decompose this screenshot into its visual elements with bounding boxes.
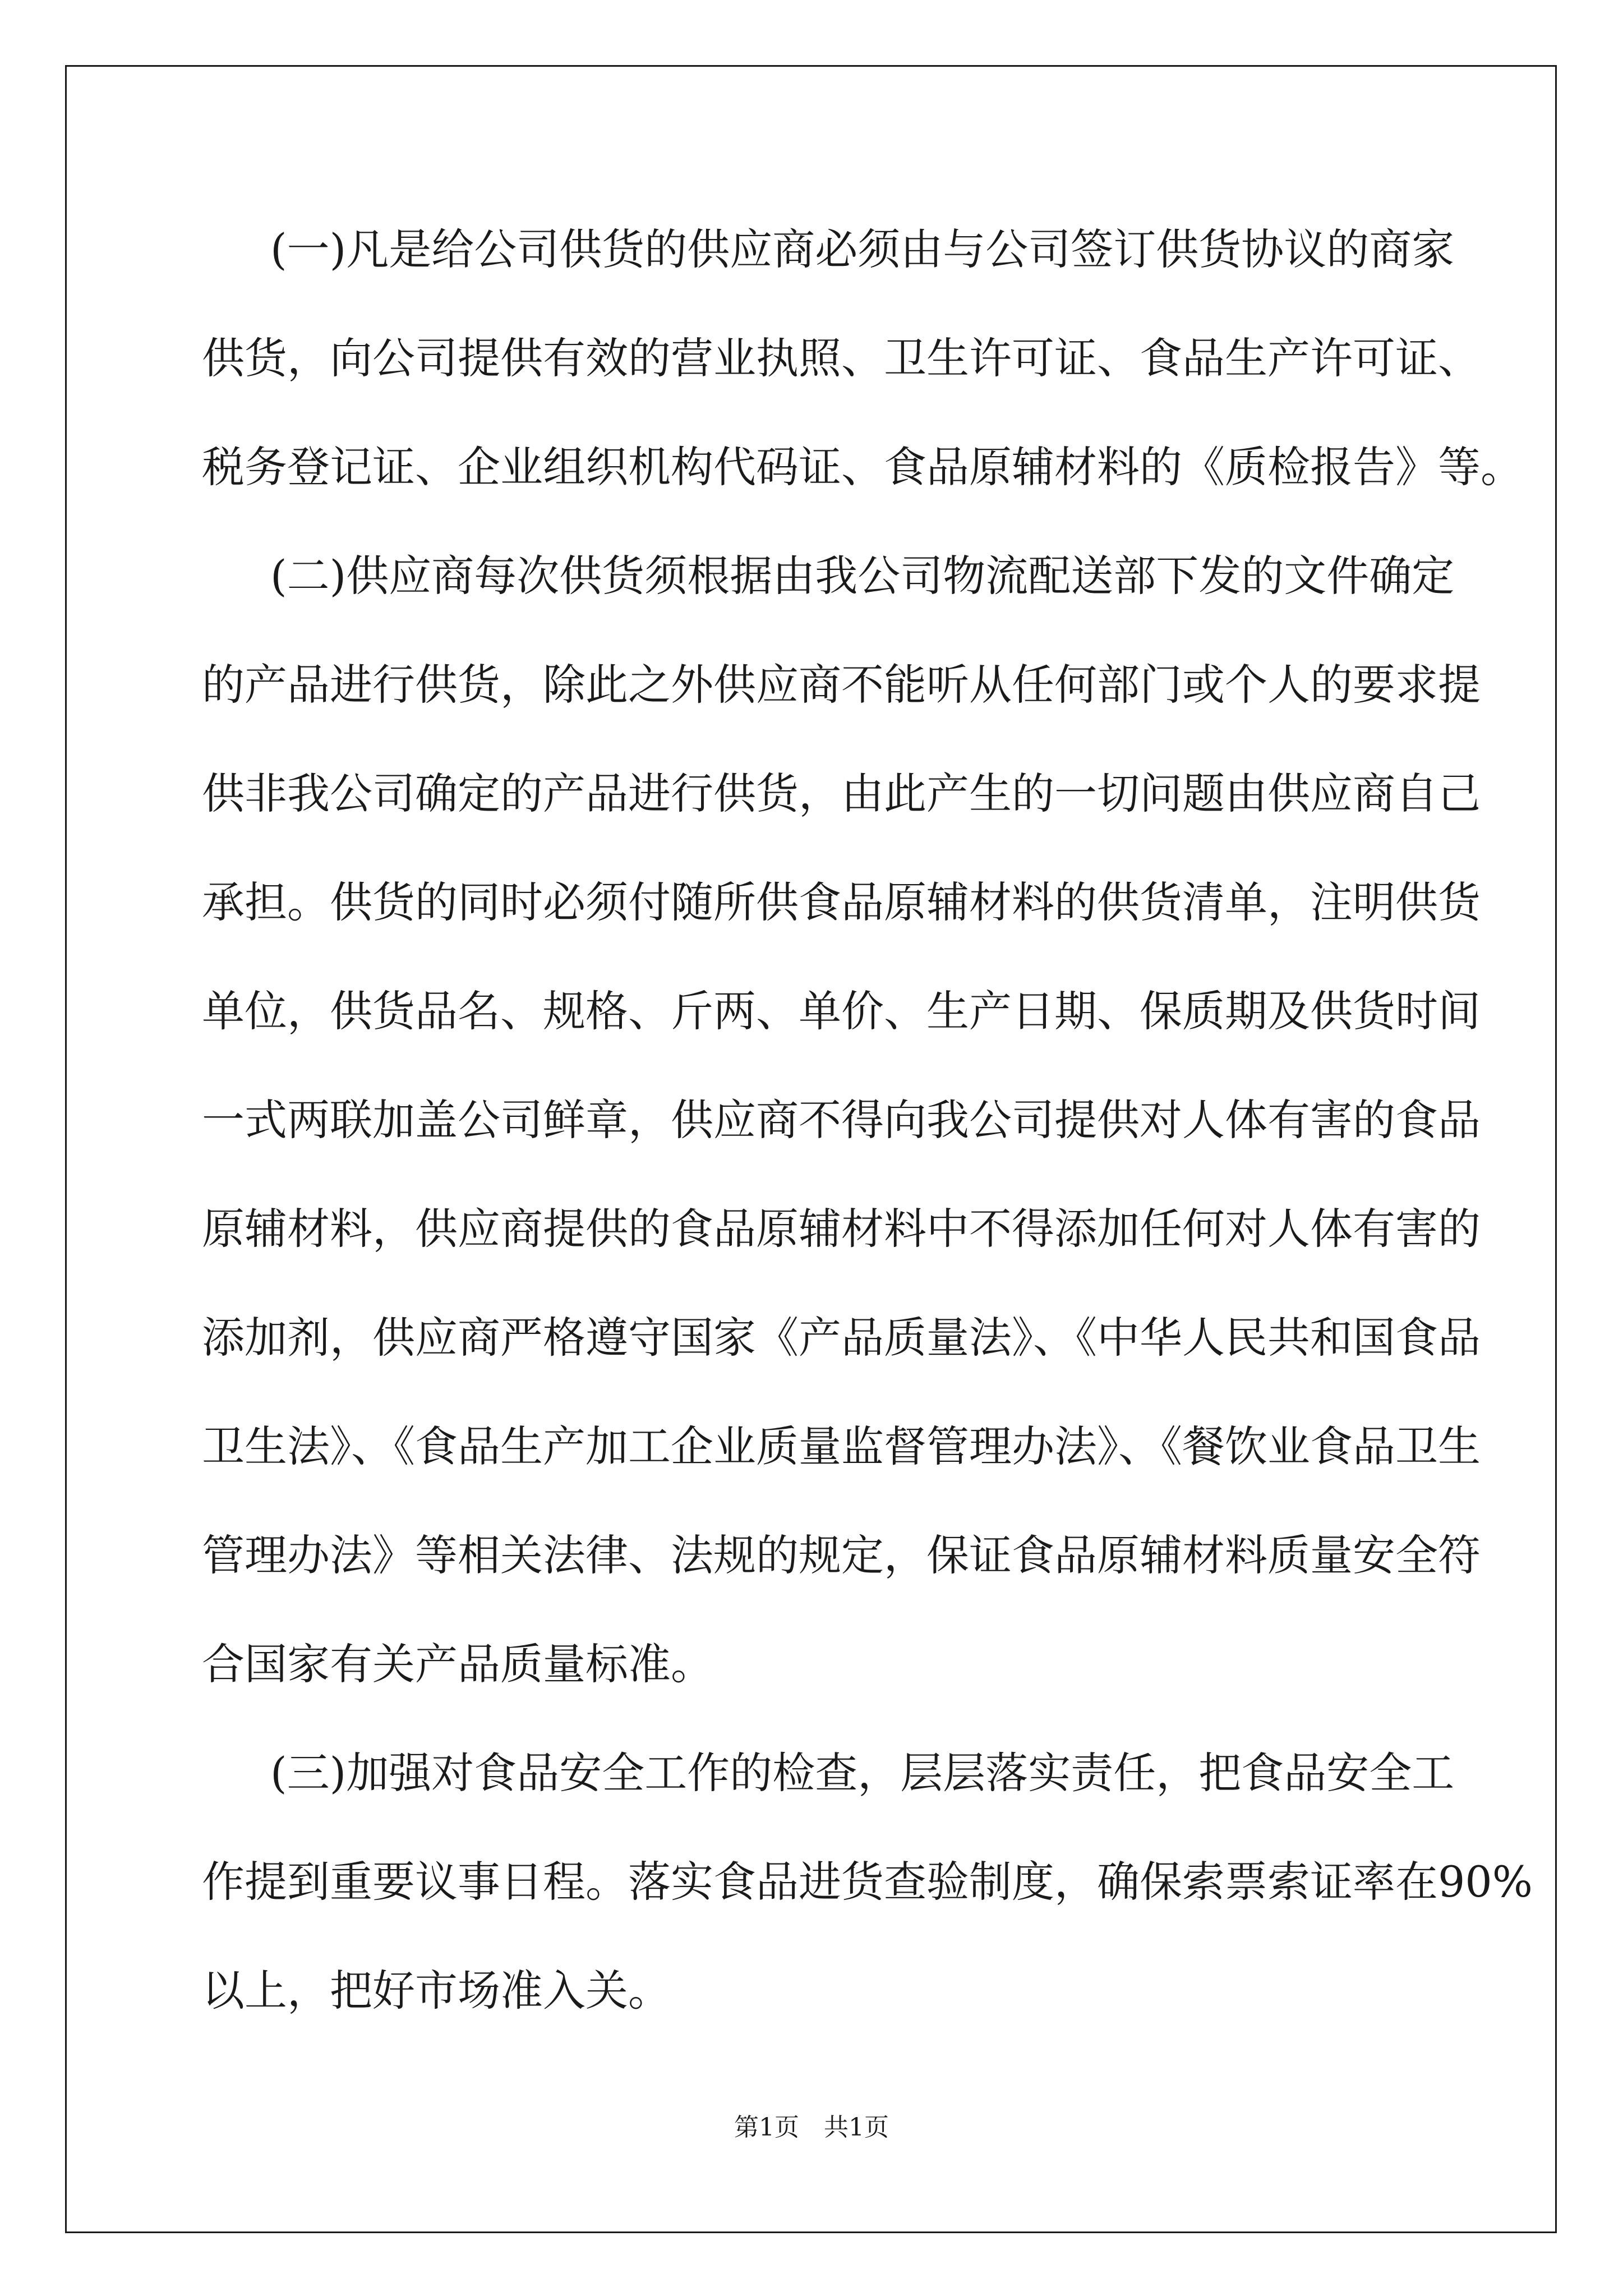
paragraph-1-line-3: 税务登记证、企业组织机构代码证、食品原辅材料的《质检报告》等。 [202, 442, 1523, 492]
paragraph-1-line-2: 供货，向公司提供有效的营业执照、卫生许可证、食品生产许可证、 [202, 333, 1481, 383]
paragraph-1-line-1: (一)凡是给公司供货的供应商必须由与公司签订供货协议的商家 [270, 224, 1455, 274]
paragraph-2-line-8: 添加剂，供应商严格遵守国家《产品质量法》、《中华人民共和国食品 [202, 1313, 1481, 1363]
paragraph-2-line-11: 合国家有关产品质量标准。 [202, 1639, 713, 1689]
paragraph-2-line-4: 承担。供货的同时必须付随所供食品原辅材料的供货清单，注明供货 [202, 877, 1481, 927]
paragraph-2-line-7: 原辅材料，供应商提供的食品原辅材料中不得添加任何对人体有害的 [202, 1204, 1481, 1254]
paragraph-3-line-2: 作提到重要议事日程。落实食品进货查验制度，确保索票索证率在90% [202, 1857, 1533, 1907]
page-number-footer: 第1页 共1页 [734, 2113, 889, 2142]
paragraph-2-line-1: (二)供应商每次供货须根据由我公司物流配送部下发的文件确定 [270, 551, 1455, 601]
paragraph-2-line-6: 一式两联加盖公司鲜章，供应商不得向我公司提供对人体有害的食品 [202, 1095, 1481, 1145]
paragraph-3-line-3: 以上，把好市场准入关。 [202, 1966, 671, 2016]
paragraph-2-line-3: 供非我公司确定的产品进行供货，由此产生的一切问题由供应商自己 [202, 769, 1481, 818]
paragraph-3-line-1: (三)加强对食品安全工作的检查，层层落实责任，把食品安全工 [270, 1748, 1455, 1798]
paragraph-2-line-2: 的产品进行供货，除此之外供应商不能听从任何部门或个人的要求提 [202, 660, 1481, 710]
paragraph-2-line-5: 单位，供货品名、规格、斤两、单价、生产日期、保质期及供货时间 [202, 986, 1481, 1036]
paragraph-2-line-10: 管理办法》等相关法律、法规的规定，保证食品原辅材料质量安全符 [202, 1530, 1481, 1580]
paragraph-2-line-9: 卫生法》、《食品生产加工企业质量监督管理办法》、《餐饮业食品卫生 [202, 1421, 1481, 1471]
